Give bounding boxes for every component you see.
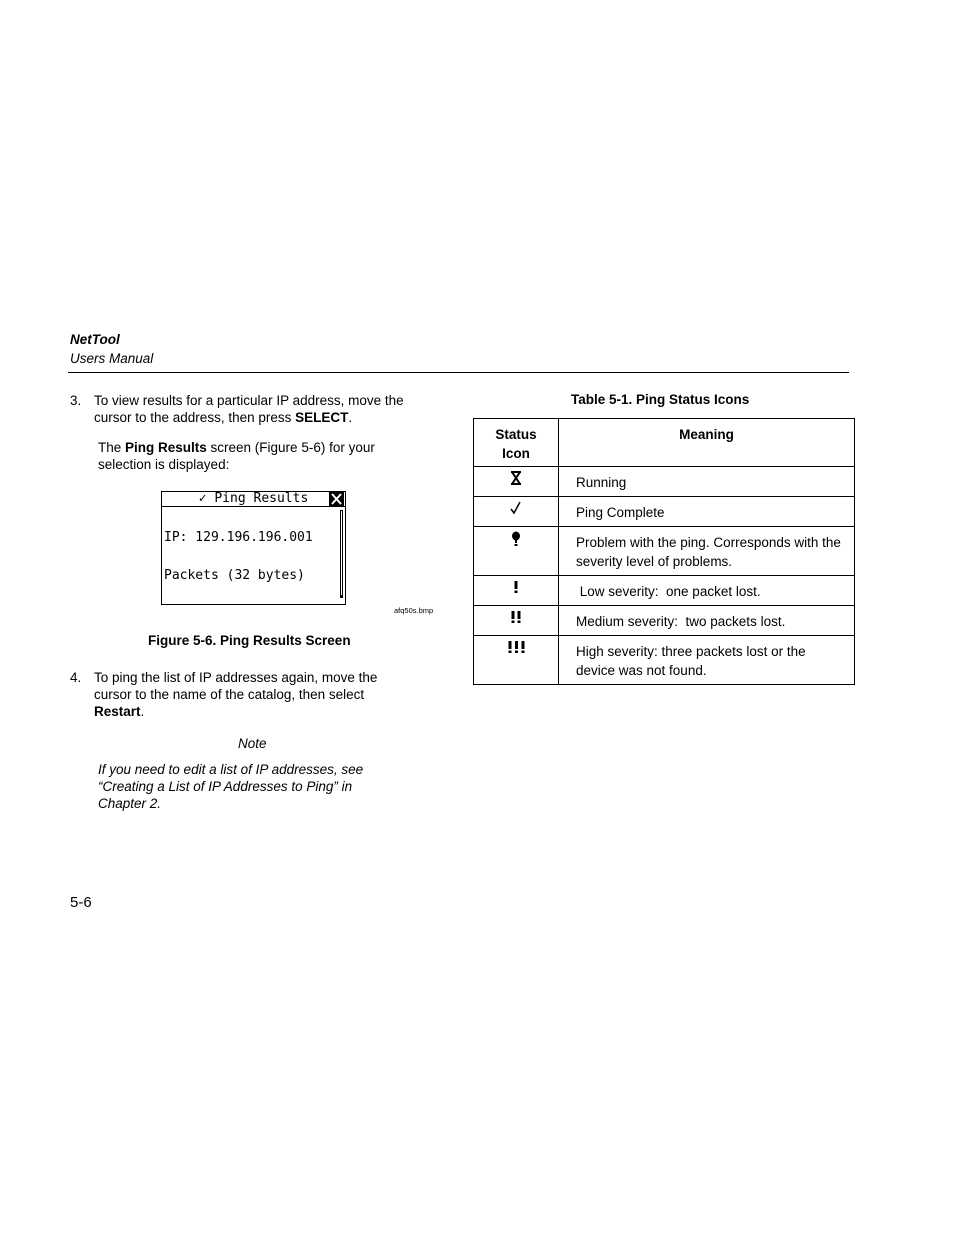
double-exclamation-icon — [474, 606, 559, 636]
header-subtitle: Users Manual — [70, 351, 154, 366]
problem-dot-icon — [474, 527, 559, 576]
triple-exclamation-icon — [474, 636, 559, 685]
table-header-row — [474, 419, 855, 467]
step-number: 4. — [70, 670, 82, 685]
screen-title: ✓ Ping Results — [198, 491, 309, 506]
meaning-cell: Low severity: one packet lost. — [559, 576, 855, 606]
ping-status-table — [473, 418, 855, 685]
table-row — [474, 576, 855, 606]
meaning-cell: Ping Complete — [559, 497, 855, 527]
page-number: 5-6 — [70, 894, 92, 911]
table-row — [474, 606, 855, 636]
table-row — [474, 527, 855, 576]
table-row — [474, 636, 855, 685]
header-title: NetTool — [70, 332, 120, 347]
ping-results-intro: The Ping Results screen (Figure 5-6) for your selection is displayed: — [98, 440, 375, 472]
hourglass-icon — [474, 467, 559, 497]
table-caption: Table 5-1. Ping Status Icons — [571, 392, 750, 407]
step-3 — [70, 392, 430, 426]
note-label: Note — [238, 736, 267, 751]
meaning-cell: Medium severity: two packets lost. — [559, 606, 855, 636]
column-header: Meaning — [559, 419, 855, 467]
meaning-cell: Running — [559, 467, 855, 497]
checkmark-icon — [474, 497, 559, 527]
step-number: 3. — [70, 393, 82, 408]
screen-lines — [162, 507, 345, 605]
header-divider — [68, 372, 849, 373]
meaning-cell: Problem with the ping. Corresponds with the severity level of problems. — [559, 527, 855, 576]
ping-results-screen — [161, 491, 346, 605]
close-icon — [329, 492, 344, 506]
screen-line: Packets (32 bytes) — [164, 567, 305, 583]
table-row — [474, 467, 855, 497]
screen-line: IP: 129.196.196.001 — [164, 530, 313, 545]
step-text: To ping the list of IP addresses again, move the cursor to the name of the catalog, then select Restart. — [94, 670, 378, 719]
figure-caption: Figure 5-6. Ping Results Screen — [148, 633, 351, 648]
screen-title-bar — [162, 492, 345, 507]
figure-file-label: afq50s.bmp — [394, 606, 434, 615]
single-exclamation-icon — [474, 576, 559, 606]
note-text: If you need to edit a list of IP addresses, see “Creating a List of IP Addresses to Ping” in Chapter 2. — [98, 762, 364, 811]
step-text: To view results for a particular IP address, move the cursor to the address, then press SELECT. — [94, 393, 404, 425]
step-4 — [70, 669, 430, 720]
screen-scrollbar — [340, 510, 343, 598]
column-header: Status Icon — [474, 419, 559, 467]
meaning-cell: High severity: three packets lost or the device was not found. — [559, 636, 855, 685]
table-row — [474, 497, 855, 527]
